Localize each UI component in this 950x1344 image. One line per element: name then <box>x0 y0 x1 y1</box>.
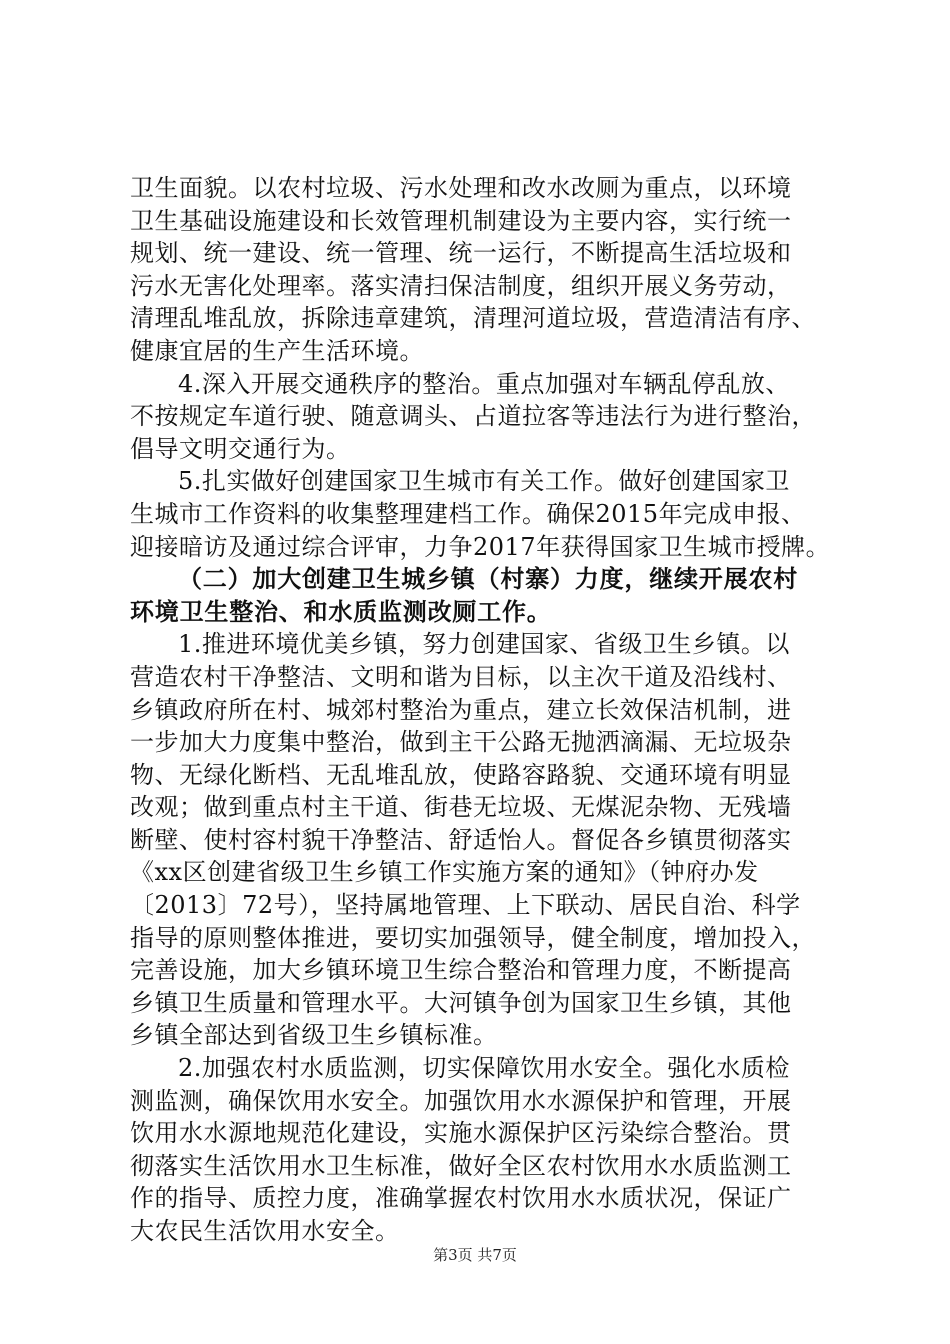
body-line: 《xx区创建省级卫生乡镇工作实施方案的通知》（钟府办发 <box>130 858 759 887</box>
body-line: 乡镇政府所在村、城郊村整治为重点，建立长效保洁机制，进 <box>130 695 792 724</box>
body-line: 健康宜居的生产生活环境。 <box>130 336 424 365</box>
body-line: 清理乱堆乱放，拆除违章建筑，清理河道垃圾，营造清洁有序、 <box>130 304 816 333</box>
body-line: 卫生基础设施建设和长效管理机制建设为主要内容，实行统一 <box>130 206 792 235</box>
paragraph-first-line: 4.深入开展交通秩序的整治。重点加强对车辆乱停乱放、 <box>178 369 790 398</box>
body-line: 污水无害化处理率。落实清扫保洁制度，组织开展义务劳动， <box>130 271 792 300</box>
body-line: 一步加大力度集中整治，做到主干公路无抛洒滴漏、无垃圾杂 <box>130 728 792 757</box>
section-heading: （二）加大创建卫生城乡镇（村寨）力度，继续开展农村 <box>178 565 798 594</box>
paragraph-first-line: 5.扎实做好创建国家卫生城市有关工作。做好创建国家卫 <box>178 467 790 496</box>
paragraph-first-line: 2.加强农村水质监测，切实保障饮用水安全。强化水质检 <box>178 1054 790 1083</box>
paragraph-first-line: 1.推进环境优美乡镇，努力创建国家、省级卫生乡镇。以 <box>178 630 790 659</box>
body-line: 测监测，确保饮用水安全。加强饮用水水源保护和管理，开展 <box>130 1086 792 1115</box>
body-line: 彻落实生活饮用水卫生标准，做好全区农村饮用水水质监测工 <box>130 1151 792 1180</box>
body-line: 卫生面貌。以农村垃圾、污水处理和改水改厕为重点，以环境 <box>130 174 792 202</box>
body-line: 指导的原则整体推进，要切实加强领导，健全制度，增加投入， <box>130 923 816 952</box>
body-line: 乡镇卫生质量和管理水平。大河镇争创为国家卫生乡镇，其他 <box>130 988 792 1017</box>
body-line: 规划、统一建设、统一管理、统一运行，不断提高生活垃圾和 <box>130 239 792 268</box>
body-line: 倡导文明交通行为。 <box>130 434 351 463</box>
body-line: 改观；做到重点村主干道、街巷无垃圾、无煤泥杂物、无残墙 <box>130 793 792 822</box>
section-heading-continued: 环境卫生整治、和水质监测改厕工作。 <box>130 597 552 626</box>
body-line: 饮用水水源地规范化建设，实施水源保护区污染综合整治。贯 <box>130 1119 792 1148</box>
body-line: 乡镇全部达到省级卫生乡镇标准。 <box>130 1021 498 1050</box>
body-line: 作的指导、质控力度，准确掌握农村饮用水水质状况，保证广 <box>130 1184 792 1213</box>
body-line: 大农民生活饮用水安全。 <box>130 1217 400 1245</box>
body-line: 断壁、使村容村貌干净整洁、舒适怡人。督促各乡镇贯彻落实 <box>130 825 792 854</box>
document-body <box>130 172 830 1248</box>
page-number-footer: 第3页 共7页 <box>433 1246 517 1264</box>
body-line: 完善设施，加大乡镇环境卫生综合整治和管理力度，不断提高 <box>130 956 792 985</box>
body-line: 不按规定车道行驶、随意调头、占道拉客等违法行为进行整治， <box>130 402 816 431</box>
body-line: 〔2013〕72号），坚持属地管理、上下联动、居民自治、科学 <box>130 891 801 920</box>
body-line: 物、无绿化断档、无乱堆乱放，使路容路貌、交通环境有明显 <box>130 760 792 789</box>
body-line: 迎接暗访及通过综合评审，力争2017年获得国家卫生城市授牌。 <box>130 532 831 561</box>
body-line: 营造农村干净整洁、文明和谐为目标，以主次干道及沿线村、 <box>130 662 792 691</box>
body-line: 生城市工作资料的收集整理建档工作。确保2015年完成申报、 <box>130 499 806 528</box>
